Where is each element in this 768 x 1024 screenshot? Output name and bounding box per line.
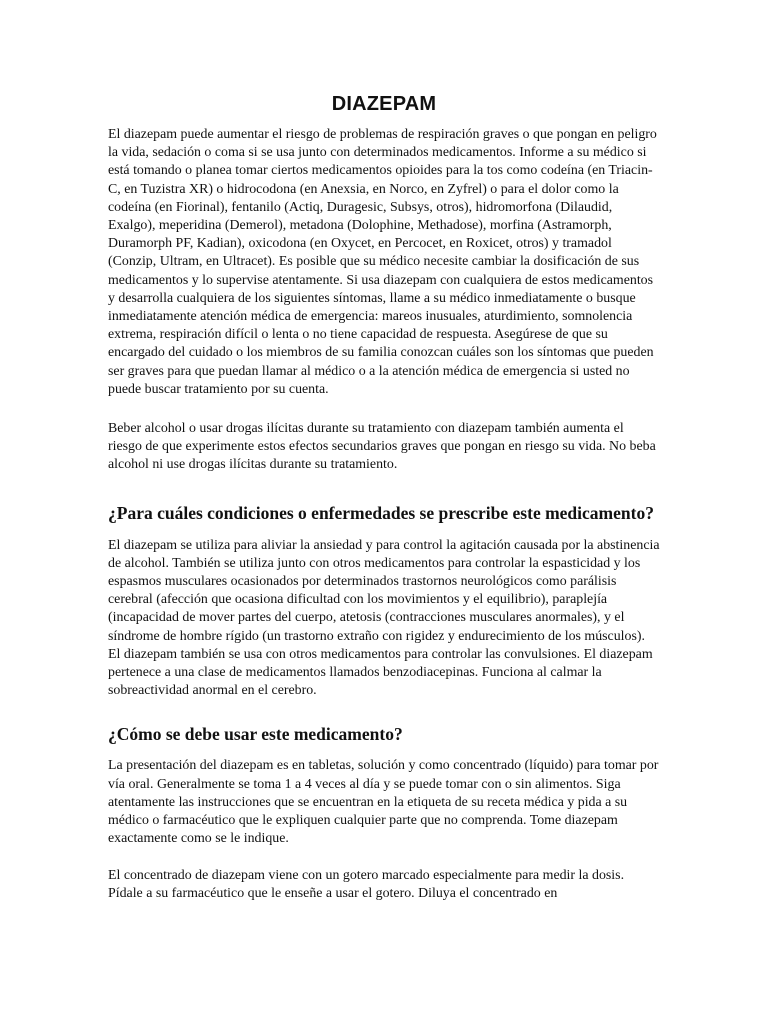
document-page <box>108 92 660 903</box>
paragraph-opioid-warning: El diazepam puede aumentar el riesgo de problemas de respiración graves o que pongan en peligro la vida, sedación o coma si se usa junto con determinados medicamentos. Informe a su médico si está tomando o planea tomar ciertos medicamentos opioides para la tos como codeína (en Triacin-C, en Tuzistra XR) o hidrocodona (en Anexsia, en Norco, en Zyfrel) o para el dolor como la codeína (en Fiorinal), fentanilo (Actiq, Duragesic, Subsys, otros), hidromorfona (Dilaudid, Exalgo), meperidina (Demerol), metadona (Dolophine, Methadose), morfina (Astramorph, Duramorph PF, Kadian), oxicodona (en Oxycet, en Percocet, en Roxicet, otros) y tramadol (Conzip, Ultram, en Ultracet). Es posible que su médico necesite cambiar la dosificación de sus medicamentos y lo supervise atentamente. Si usa diazepam con cualquiera de estos medicamentos y desarrolla cualquiera de los siguientes síntomas, llame a su médico inmediatamente o busque inmediatamente atención médica de emergencia: mareos inusuales, aturdimiento, somnolencia extrema, respiración difícil o lenta o no tiene capacidad de respuesta. Asegúrese de que su encargado del cuidado o los miembros de su familia conozcan cuáles son los síntomas que pueden ser graves para que puedan llamar al médico o a la atención médica de emergencia si usted no puede buscar tratamiento por su cuenta. <box>108 127 657 397</box>
paragraph-usage: La presentación del diazepam es en tabletas, solución y como concentrado (líquido) para tomar por vía oral. Generalmente se toma 1 a 4 veces al día y se puede tomar con o sin alimentos. Siga atentamente las instrucciones que se encuentran en la etiqueta de su receta médica y pida a su médico o farmacéutico que le expliquen cualquier parte que no comprenda. Tome diazepam exactamente como se le indique. <box>108 758 659 847</box>
heading-indications: ¿Para cuáles condiciones o enfermedades se prescribe este medicamento? <box>108 502 654 523</box>
heading-usage: ¿Cómo se debe usar este medicamento? <box>108 724 403 745</box>
paragraph-alcohol-warning: Beber alcohol o usar drogas ilícitas durante su tratamiento con diazepam también aumenta el riesgo de que experimente estos efectos secundarios graves que pongan en riesgo su vida. No beba alcohol ni use drogas ilícitas durante su tratamiento. <box>108 421 656 473</box>
paragraph-concentrate: El concentrado de diazepam viene con un gotero marcado especialmente para medir la dosis. Pídale a su farmacéutico que le enseñe a usar el gotero. Diluya el concentrado en <box>108 867 625 901</box>
document-title: DIAZEPAM <box>331 93 437 115</box>
paragraph-indications: El diazepam se utiliza para aliviar la ansiedad y para control la agitación causada por la abstinencia de alcohol. También se utiliza junto con otros medicamentos para controlar la espasticidad y los espasmos musculares ocasionados por determinados trastornos neurológicos como parálisis cerebral (afección que ocasiona dificultad con los movimientos y el equilibrio), paraplejía (incapacidad de mover partes del cuerpo, atetosis (contracciones musculares anormales), y el síndrome de hombre rígido (un trastorno extraño con rigidez y endurecimiento de los músculos). El diazepam también se usa con otros medicamentos para controlar las convulsiones. El diazepam pertenece a una clase de medicamentos llamados benzodiacepinas. Funciona al calmar la sobreactividad anormal en el cerebro. <box>108 537 660 699</box>
